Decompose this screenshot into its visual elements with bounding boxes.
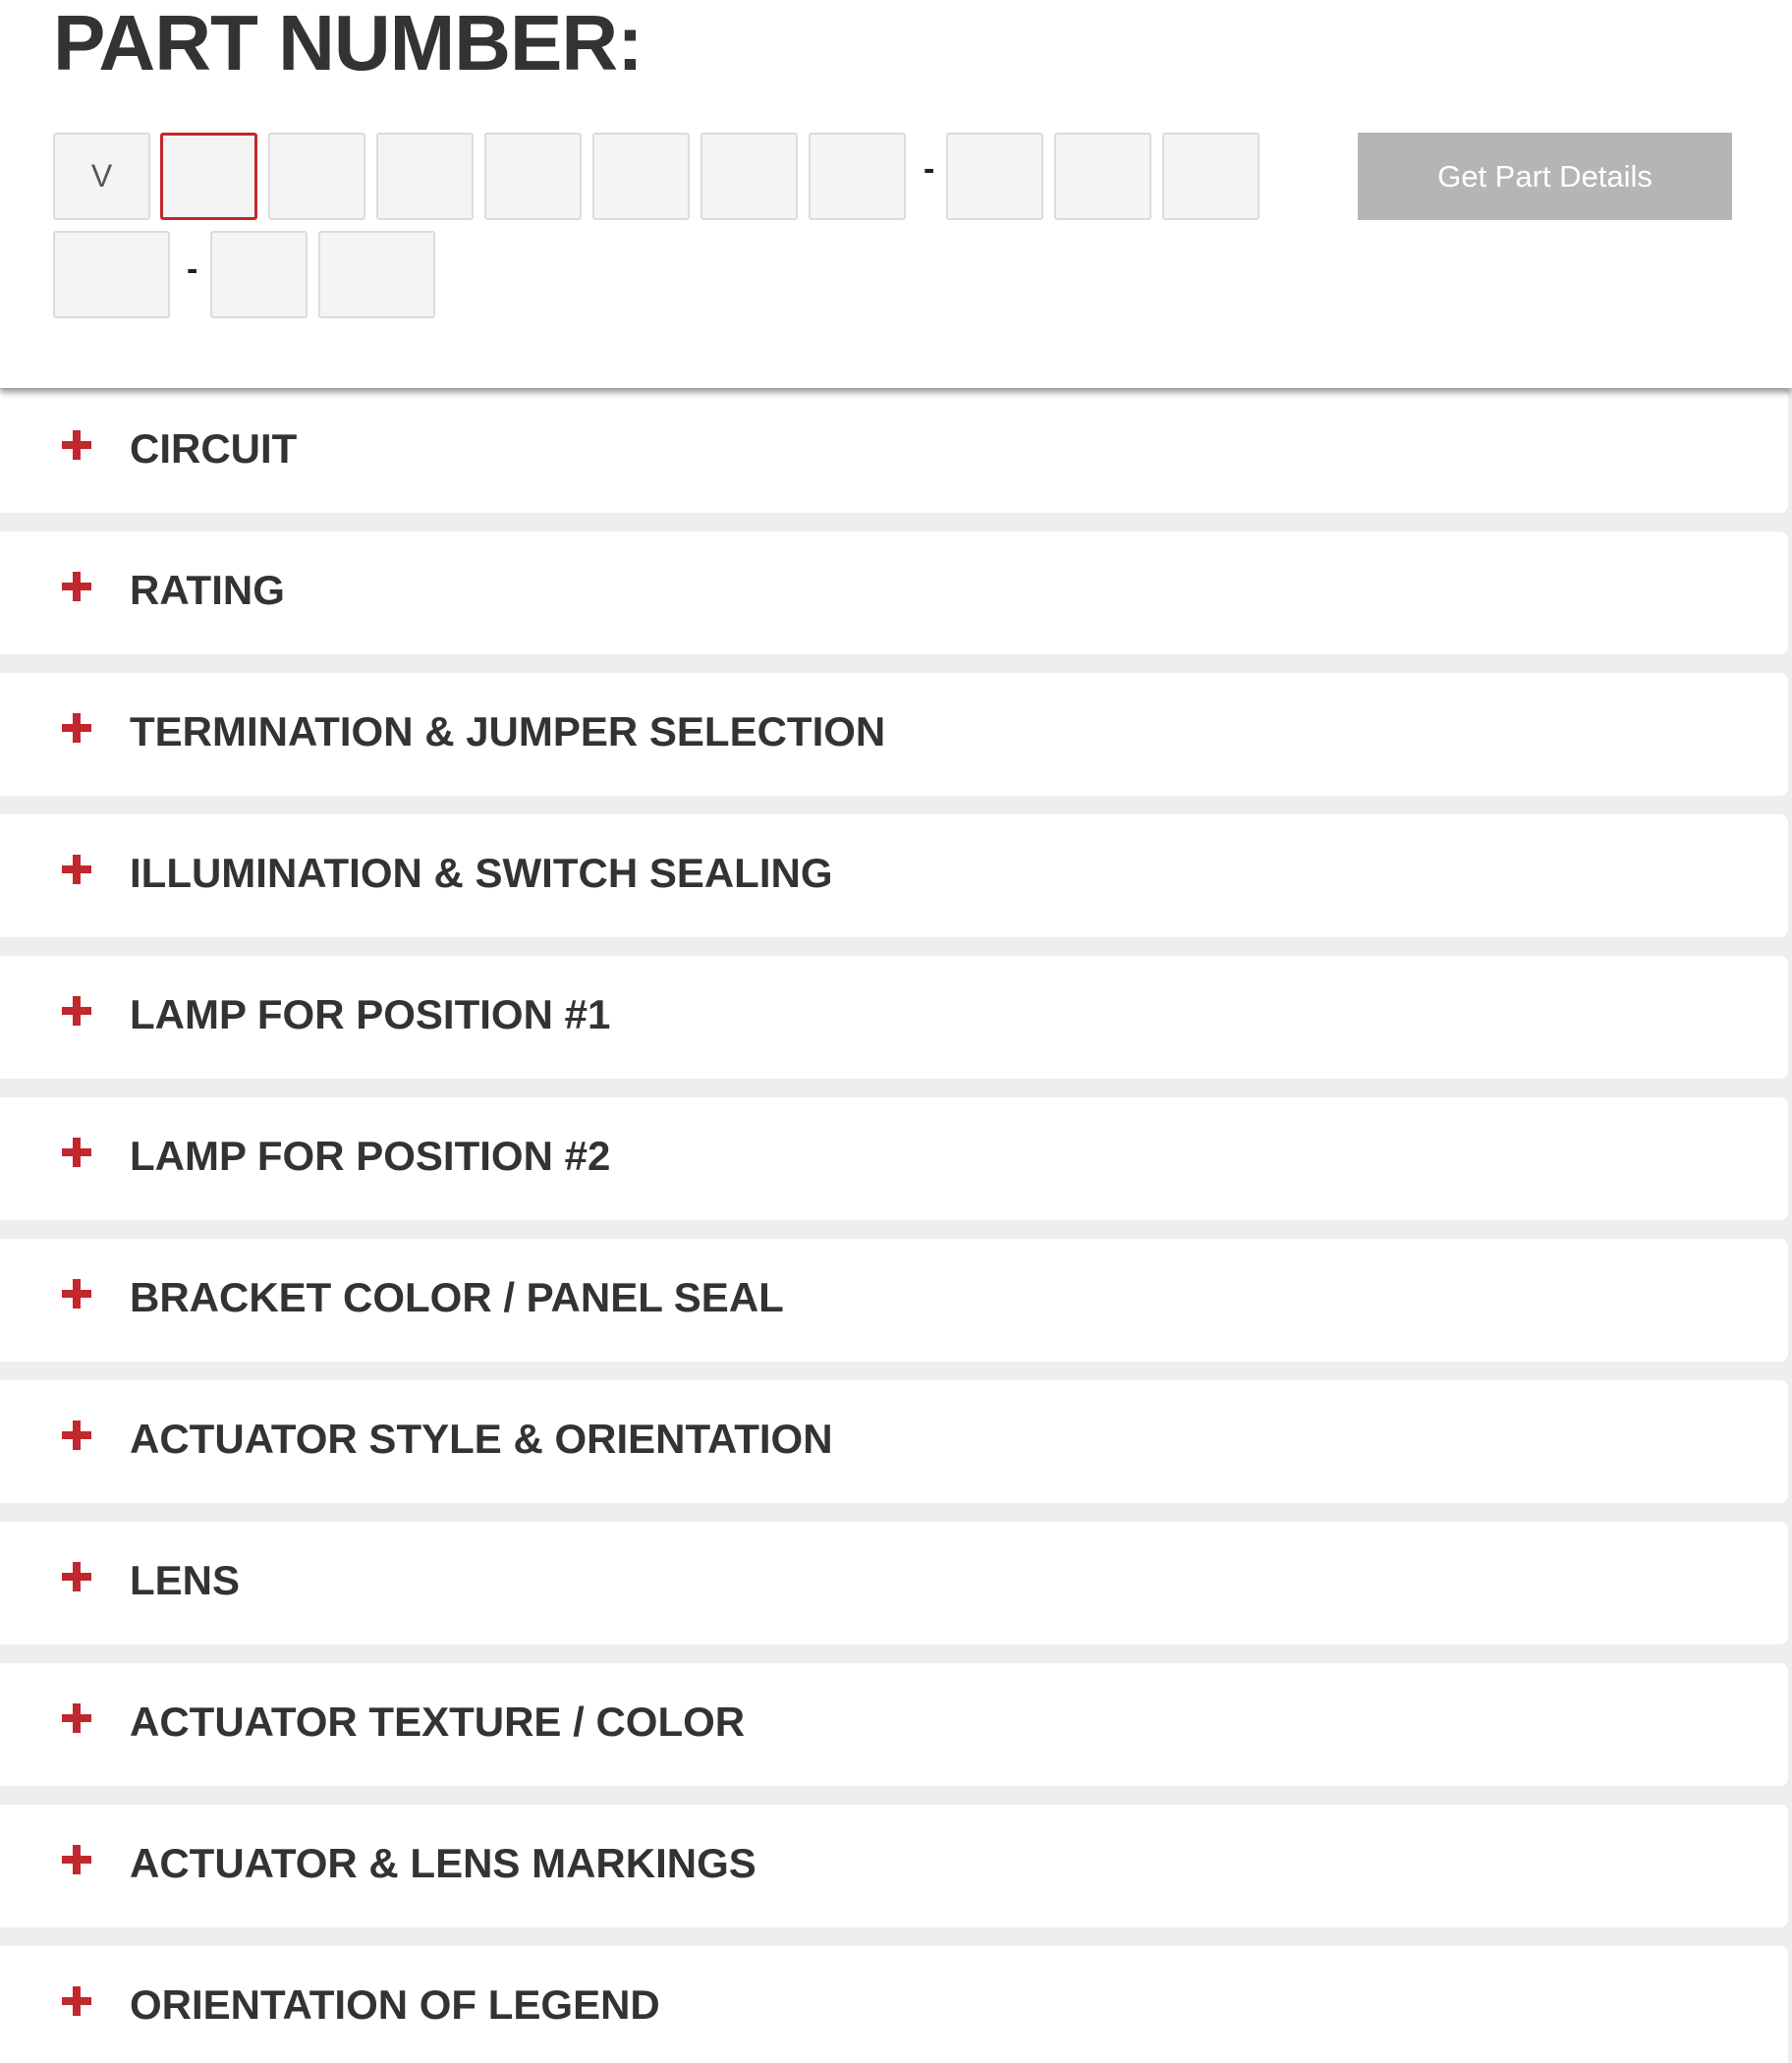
part-segment-10[interactable] — [1054, 133, 1151, 220]
accordion-item-label: ACTUATOR STYLE & ORIENTATION — [130, 1416, 833, 1462]
part-segment-3[interactable] — [268, 133, 365, 220]
accordion-item-actuator-texture-color[interactable] — [0, 1663, 1788, 1786]
get-part-details-button[interactable]: Get Part Details — [1358, 133, 1732, 220]
part-segment-4[interactable] — [376, 133, 474, 220]
plus-icon — [59, 993, 94, 1029]
accordion-item-lamp-position-1[interactable] — [0, 956, 1788, 1079]
accordion-item-termination-jumper-selection[interactable] — [0, 673, 1788, 796]
plus-icon — [59, 1842, 94, 1877]
plus-icon — [59, 1276, 94, 1311]
options-accordion — [0, 388, 1792, 2063]
accordion-item-lens[interactable] — [0, 1522, 1788, 1645]
accordion-item-lamp-position-2[interactable] — [0, 1097, 1788, 1220]
accordion-item-label: TERMINATION & JUMPER SELECTION — [130, 708, 886, 754]
accordion-item-bracket-color-panel-seal[interactable] — [0, 1239, 1788, 1362]
plus-icon — [59, 1135, 94, 1170]
accordion-item-label: LENS — [130, 1557, 241, 1603]
part-segment-9[interactable] — [946, 133, 1043, 220]
part-segment-2[interactable] — [160, 133, 257, 220]
part-segment-1[interactable] — [53, 133, 150, 220]
accordion-item-label: ACTUATOR & LENS MARKINGS — [130, 1840, 756, 1886]
plus-icon — [59, 1418, 94, 1453]
accordion-item-label: LAMP FOR POSITION #2 — [130, 1133, 611, 1179]
accordion-item-circuit[interactable] — [0, 390, 1788, 513]
accordion-item-label: ACTUATOR TEXTURE / COLOR — [130, 1699, 746, 1745]
page-title: PART NUMBER: — [53, 0, 643, 86]
accordion-item-label: ORIENTATION OF LEGEND — [130, 1981, 660, 2028]
part-number-header — [0, 0, 1792, 388]
accordion-item-label: CIRCUIT — [130, 425, 298, 472]
part-segment-6[interactable] — [592, 133, 690, 220]
part-segment-11[interactable] — [1162, 133, 1260, 220]
accordion-item-illumination-switch-sealing[interactable] — [0, 814, 1788, 937]
accordion-item-label: RATING — [130, 567, 285, 613]
plus-icon — [59, 852, 94, 887]
part-segment-14[interactable] — [318, 231, 435, 318]
part-segment-8[interactable] — [809, 133, 906, 220]
accordion-item-label: ILLUMINATION & SWITCH SEALING — [130, 850, 833, 896]
accordion-item-label: BRACKET COLOR / PANEL SEAL — [130, 1274, 784, 1320]
part-segment-13[interactable] — [210, 231, 308, 318]
accordion-item-actuator-style-orientation[interactable] — [0, 1380, 1788, 1503]
part-segment-7[interactable] — [700, 133, 798, 220]
plus-icon — [59, 1559, 94, 1594]
accordion-item-rating[interactable] — [0, 531, 1788, 654]
accordion-item-label: LAMP FOR POSITION #1 — [130, 991, 611, 1037]
plus-icon — [59, 427, 94, 463]
plus-icon — [59, 1983, 94, 2019]
accordion-item-actuator-lens-markings[interactable] — [0, 1805, 1788, 1927]
segment-separator: - — [924, 150, 935, 188]
accordion-item-orientation-of-legend[interactable] — [0, 1946, 1788, 2063]
plus-icon — [59, 710, 94, 746]
part-segment-12[interactable] — [53, 231, 170, 318]
plus-icon — [59, 1701, 94, 1736]
plus-icon — [59, 569, 94, 604]
part-segment-5[interactable] — [484, 133, 582, 220]
segment-separator: - — [187, 251, 198, 288]
